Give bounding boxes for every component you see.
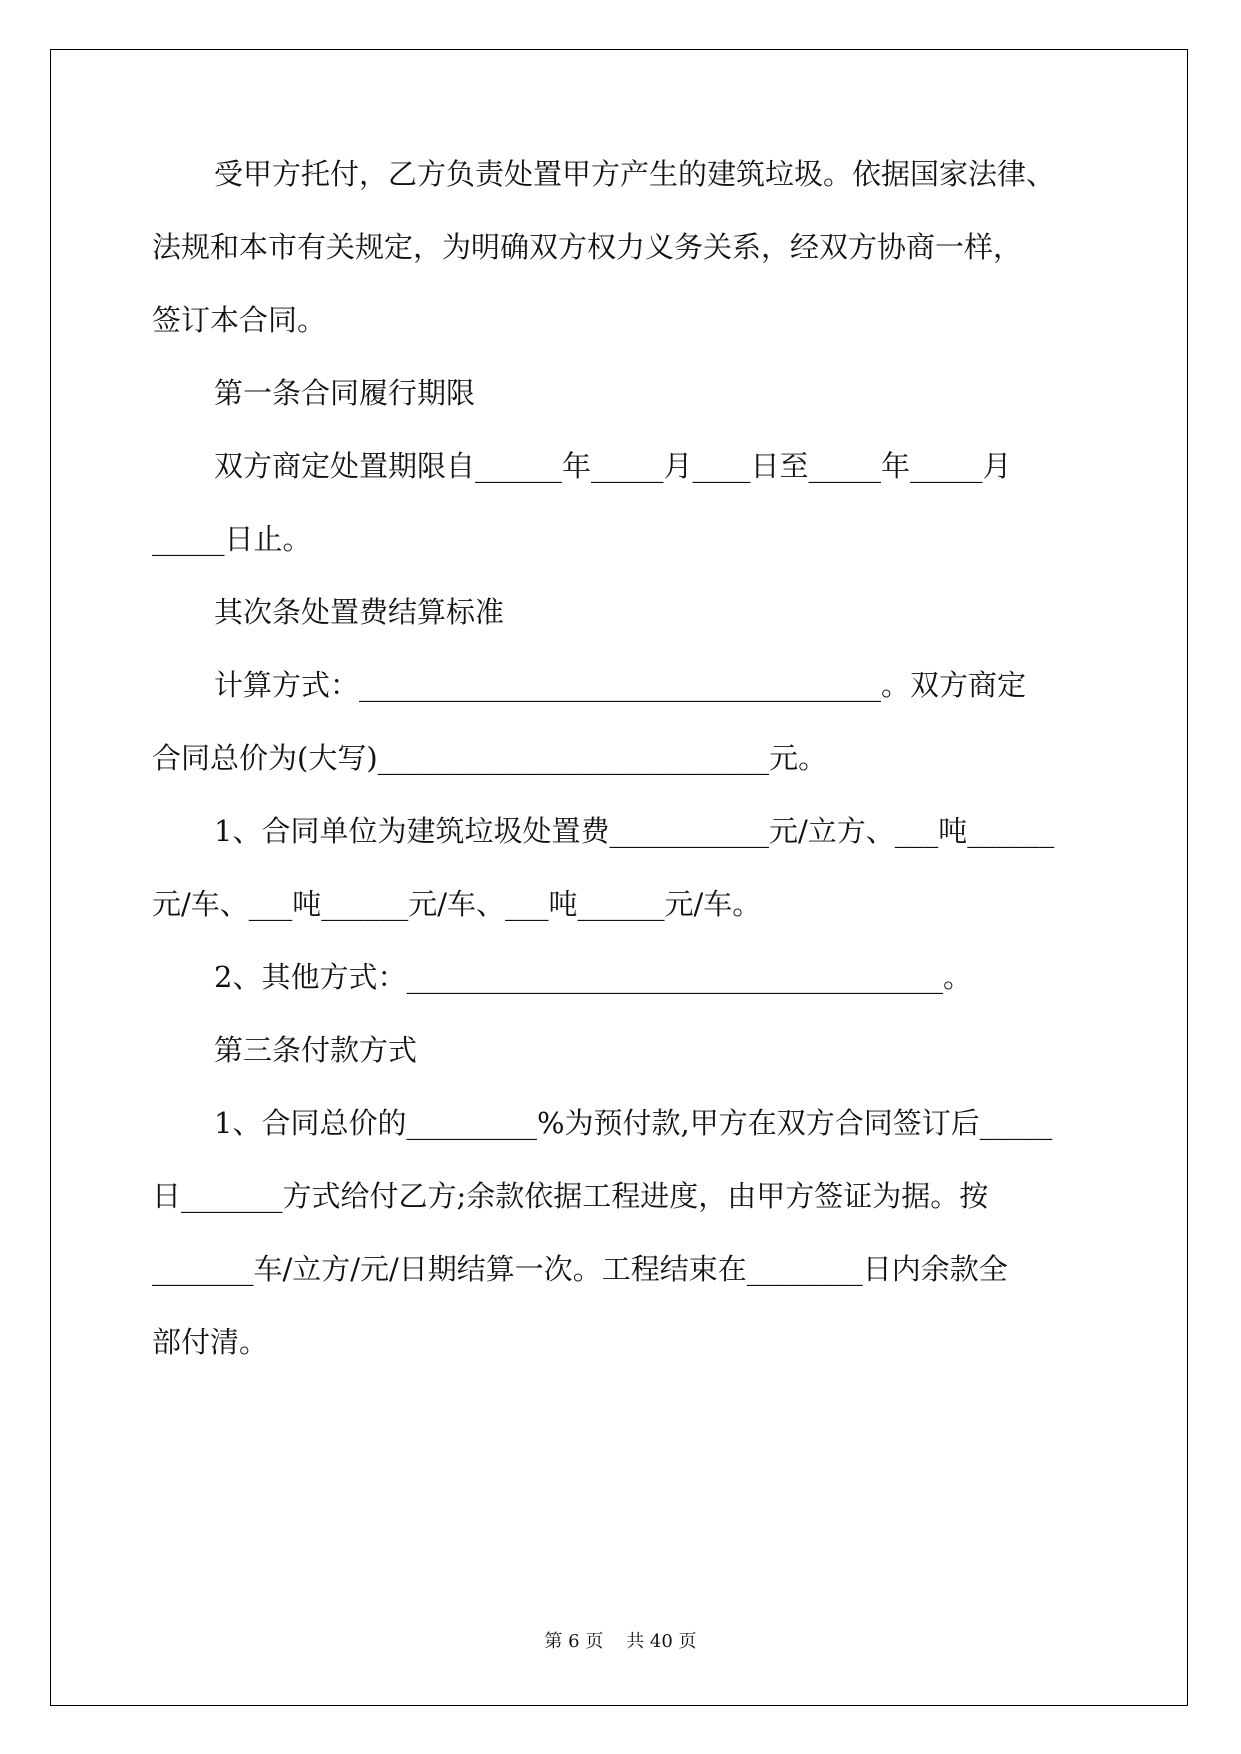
page-frame bbox=[50, 49, 1188, 1706]
article-heading-1: 第一条合同履行期限 bbox=[214, 376, 476, 410]
article-heading-2: 其次条处置费结算标准 bbox=[214, 595, 505, 629]
paragraph-line-5: _____日止。 bbox=[152, 522, 312, 556]
paragraph-line-4: 双方商定处置期限自______年_____月____日至_____年_____月 bbox=[214, 449, 1012, 483]
paragraph-line-8: 1、合同单位为建筑垃圾处置费___________元/立方、___吨______ bbox=[214, 814, 1055, 848]
paragraph-line-6: 计算方式：____________________________________。双方商定 bbox=[214, 668, 1027, 702]
paragraph-line-2: 法规和本市有关规定，为明确双方权力义务关系，经双方协商一样， bbox=[152, 230, 1023, 264]
paragraph-line-9: 元/车、___吨______元/车、___吨______元/车。 bbox=[152, 887, 762, 921]
paragraph-line-7: 合同总价为(大写)___________________________元。 bbox=[152, 741, 828, 775]
paragraph-line-12: 日_______方式给付乙方;余款依据工程进度，由甲方签证为据。按 bbox=[152, 1179, 989, 1213]
paragraph-line-13: _______车/立方/元/日期结算一次。工程结束在________日内余款全 bbox=[152, 1252, 1008, 1286]
paragraph-line-3: 签订本合同。 bbox=[152, 303, 327, 337]
paragraph-line-11: 1、合同总价的_________%为预付款,甲方在双方合同签订后_____ bbox=[214, 1106, 1053, 1140]
paragraph-line-14: 部付清。 bbox=[152, 1325, 269, 1359]
paragraph-line-10: 2、其他方式：_____________________________________。 bbox=[214, 960, 972, 994]
paragraph-line-1: 受甲方托付，乙方负责处置甲方产生的建筑垃圾。依据国家法律、 bbox=[214, 157, 1056, 191]
article-heading-3: 第三条付款方式 bbox=[214, 1033, 418, 1067]
page-number-footer: 第 6 页 共 40 页 bbox=[544, 1631, 697, 1652]
